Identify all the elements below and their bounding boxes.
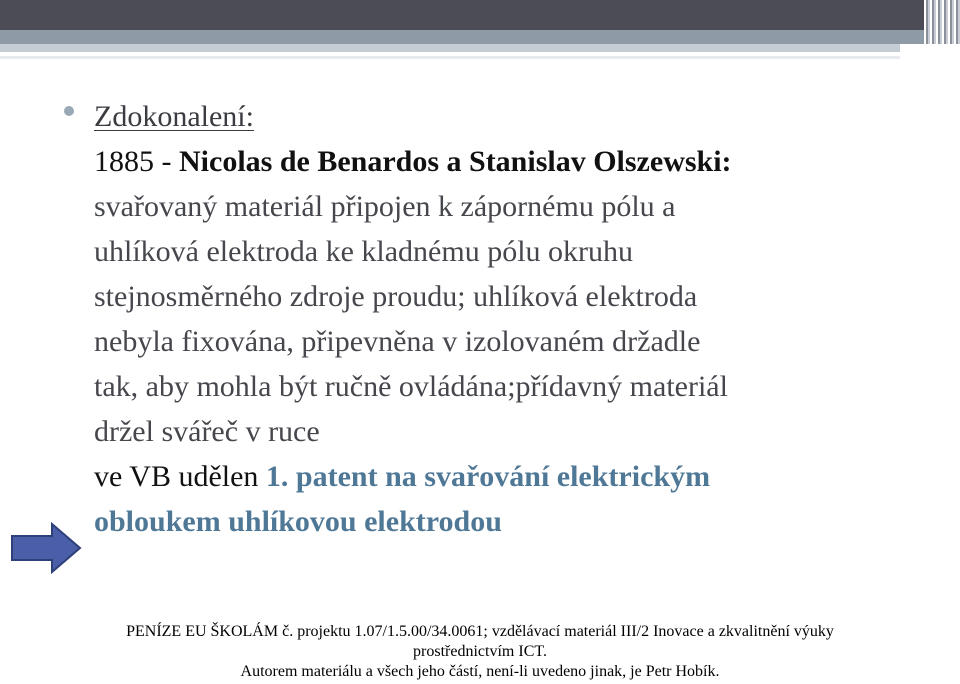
header-thin-line [0,56,960,59]
text-line-2: svařovaný materiál připojen k zápornému pólu a [94,190,676,223]
patent-prefix: ve VB udělen [94,460,266,493]
slide-body [94,94,934,544]
text-line-8 [94,454,934,499]
footer-line-1: PENÍZE EU ŠKOLÁM č. projektu 1.07/1.5.00/34.0061; vzdělávací materiál III/2 Inovace a zkvalitnění výuky [126,623,834,640]
header-dark-bar [0,0,960,30]
footer [0,622,960,682]
text-line-6: tak, aby mohla být ručně ovládána;přídavný materiál [94,370,728,403]
text-line-7: držel svářeč v ruce [94,415,320,448]
header-band [0,30,930,44]
text-line-3: uhlíková elektroda ke kladnému pólu okruhu [94,235,634,268]
slide-heading: Zdokonalení: [94,100,254,133]
inventor-names: Nicolas de Benardos a Stanislav Olszewski: [179,145,732,178]
patent-highlight: 1. patent na svařování elektrickým [265,460,711,493]
header-stripes [924,0,960,44]
footer-line-2: prostřednictvím ICT. [413,643,547,660]
text-line-9: obloukem uhlíkovou elektrodou [94,505,502,538]
header-band-light [0,44,900,52]
text-line-1 [94,139,934,184]
text-line-5: nebyla fixována, připevněna v izolovaném držadle [94,325,701,358]
text-line-4: stejnosměrného zdroje proudu; uhlíková elektroda [94,280,698,313]
year: 1885 - [94,145,179,178]
bullet-dot-icon [64,106,74,116]
header-gap [900,44,960,59]
arrow-right-icon[interactable] [10,522,82,574]
footer-line-3: Autorem materiálu a všech jeho částí, není-li uvedeno jinak, je Petr Hobík. [240,663,720,680]
